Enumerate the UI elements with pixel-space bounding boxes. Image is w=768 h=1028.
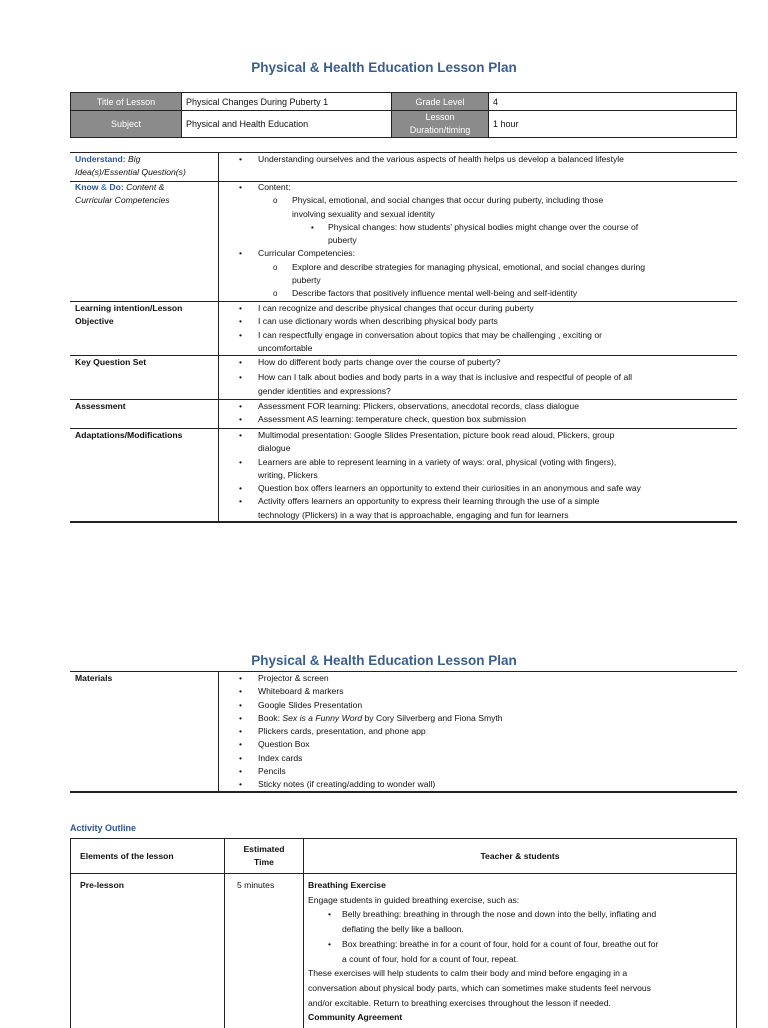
materials-content <box>222 672 732 792</box>
list-item: • Google Slides Presentation <box>222 699 732 712</box>
list-item: ▪ Physical changes: how students’ physical bodies might change over the course of puberty <box>222 221 732 248</box>
list-item: • How can I talk about bodies and body parts in a way that is inclusive and respectful of people of all gender identities and expressions? <box>222 371 732 398</box>
page-title: Physical & Health Education Lesson Plan <box>0 60 768 75</box>
title-label: Title of Lesson <box>71 93 182 111</box>
list-item: • I can recognize and describe physical changes that occur during puberty <box>222 302 732 315</box>
know-do-label: Know & Do: Content & Curricular Competencies <box>75 181 215 207</box>
list-item: • Pencils <box>222 765 732 778</box>
understand-content <box>222 153 732 166</box>
duration-label: Lesson Duration/timing <box>392 111 489 138</box>
column-header: Teacher & students <box>304 839 737 874</box>
activity-table <box>70 838 737 1028</box>
materials-label: Materials <box>75 672 215 685</box>
list-item: • Index cards <box>222 752 732 765</box>
list-item: • Projector & screen <box>222 672 732 685</box>
list-item: • Multimodal presentation: Google Slides Presentation, picture book read aloud, Plickers, group dialogue <box>222 429 732 456</box>
subject-label: Subject <box>71 111 182 138</box>
list-item: • Understanding ourselves and the various aspects of health helps us develop a balanced lifestyle <box>222 153 732 166</box>
assessment-content <box>222 400 732 427</box>
list-item: • Assessment AS learning: temperature check, question box submission <box>222 413 732 426</box>
learning-label: Learning intention/Lesson Objective <box>75 302 215 328</box>
time-cell: 5 minutes <box>225 874 304 1028</box>
section-heading: Community Agreement <box>308 1010 732 1025</box>
section-heading: Breathing Exercise <box>308 878 732 893</box>
paragraph: Engage students in guided breathing exercise, such as: <box>308 893 732 908</box>
assessment-label: Assessment <box>75 400 215 413</box>
list-item: • Plickers cards, presentation, and phone app <box>222 725 732 738</box>
element-cell: Pre-lesson <box>71 874 225 1028</box>
table-row <box>71 874 737 1028</box>
column-header: Estimated Time <box>225 839 304 874</box>
list-item: • Learners are able to represent learning in a variety of ways: oral, physical (voting with fingers), writing, Plickers <box>222 456 732 483</box>
list-item: • Content: <box>222 181 732 194</box>
duration-value: 1 hour <box>489 111 737 138</box>
list-item: o Describe factors that positively influence mental well-being and self-identity <box>222 287 732 300</box>
list-item: • Box breathing: breathe in for a count of four, hold for a count of four, breathe out for a count of four, hold for a count of four, repeat. <box>308 937 732 966</box>
adaptations-content <box>222 429 732 522</box>
list-item: o Physical, emotional, and social changes that occur during puberty, including those involving sexuality and sexual identity <box>222 194 732 221</box>
column-divider <box>218 152 219 522</box>
understand-label: Understand: Big Idea(s)/Essential Question(s) <box>75 153 215 179</box>
list-item: • Whiteboard & markers <box>222 685 732 698</box>
list-item: • How do different body parts change over the course of puberty? <box>222 356 732 369</box>
list-item: • Belly breathing: breathing in through the nose and down into the belly, inflating and deflating the belly like a balloon. <box>308 907 732 936</box>
key-question-label: Key Question Set <box>75 356 215 369</box>
paragraph: These exercises will help students to calm their body and mind before engaging in a conversation about physical body parts, which can sometimes make students feel nervous and/or excitable. Return to breathing exercises throughout the lesson if needed. <box>308 966 732 1010</box>
adaptations-label: Adaptations/Modifications <box>75 429 215 442</box>
list-item: • Assessment FOR learning: Plickers, observations, anecdotal records, class dialogue <box>222 400 732 413</box>
description-cell <box>304 874 737 1028</box>
key-question-content <box>222 356 732 398</box>
list-item: • Sticky notes (if creating/adding to wonder wall) <box>222 778 732 791</box>
learning-content <box>222 302 732 355</box>
list-item: • I can respectfully engage in conversation about topics that may be challenging , exciting or uncomfortable <box>222 329 732 356</box>
list-item: o Explore and describe strategies for managing physical, emotional, and social changes during puberty <box>222 261 732 288</box>
list-item: • Activity offers learners an opportunity to express their learning through the use of a simple technology (Plickers) in a way that is approachable, engaging and fun for learners <box>222 495 732 522</box>
column-divider <box>218 671 219 792</box>
subject-value: Physical and Health Education <box>182 111 392 138</box>
list-item: • Question Box <box>222 738 732 751</box>
grade-value: 4 <box>489 93 737 111</box>
list-item: • Curricular Competencies: <box>222 247 732 260</box>
lesson-header-table <box>70 92 737 138</box>
grade-label: Grade Level <box>392 93 489 111</box>
column-header: Elements of the lesson <box>71 839 225 874</box>
activity-outline-title: Activity Outline <box>70 823 136 833</box>
title-value: Physical Changes During Puberty 1 <box>182 93 392 111</box>
list-item: • Question box offers learners an opportunity to extend their curiosities in an anonymous and safe way <box>222 482 732 495</box>
list-item: • Book: Sex is a Funny Word by Cory Silverberg and Fiona Smyth <box>222 712 732 725</box>
page-title: Physical & Health Education Lesson Plan <box>0 653 768 668</box>
list-item: • I can use dictionary words when describing physical body parts <box>222 315 732 328</box>
know-do-content <box>222 181 732 301</box>
